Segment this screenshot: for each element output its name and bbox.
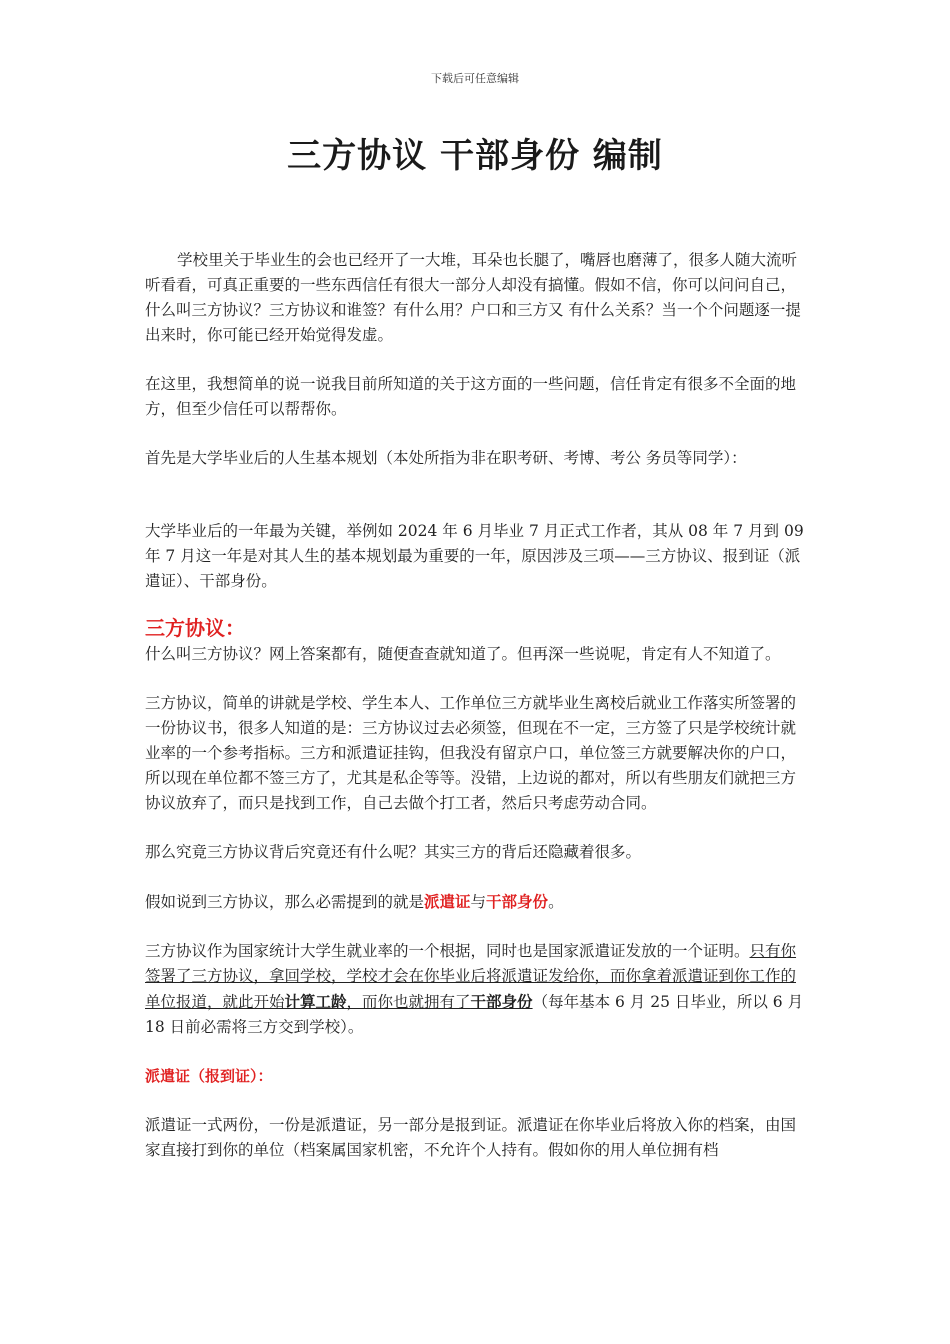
section1-paragraph-5 (145, 939, 810, 1040)
term-jisuangongling: 计算工龄 (284, 992, 347, 1011)
term-ganbushenfen: 干部身份 (486, 892, 549, 911)
paragraph-4: 大学毕业后的一年最为关键，举例如 2024 年 6 月毕业 7 月正式工作者，其从 08 年 7 月到 09 年 7 月这一年是对其人生的基本规划最为重要的一年，原因涉及三项——三方协议、报到证（派遣证）、干部身份。 (145, 522, 804, 590)
section-heading-paiqianzheng: 派遣证（报到证）： (145, 1067, 273, 1085)
paragraph-3: 首先是大学毕业后的人生基本规划（本处所指为非在职考研、考博、考公 务员等同学）： (145, 449, 747, 467)
section1-paragraph-4 (145, 889, 810, 915)
paragraph-2: 在这里，我想简单的说一说我目前所知道的关于这方面的一些问题，信任肯定有很多不全面的地方，但至少信任可以帮帮你。 (145, 375, 797, 418)
section1-paragraph-1: 什么叫三方协议？网上答案都有，随便查查就知道了。但再深一些说呢，肯定有人不知道了。 (145, 645, 781, 663)
document-title: 三方协议 干部身份 编制 (287, 136, 663, 176)
p4-pre: 假如说到三方协议，那么必需提到的就是 (145, 893, 425, 911)
document-body (145, 248, 810, 1187)
section1-paragraph-3: 那么究竟三方协议背后究竟还有什么呢？其实三方的背后还隐藏着很多。 (145, 843, 642, 861)
p4-post: 。 (548, 893, 564, 911)
p4-mid: 与 (470, 893, 487, 911)
p5-underlined-a: 只有你签署了三方协议，拿回学校，学校才会在你毕业后将派遣证发给你，而你拿着派遣证到你工作的单位报道，就此开始 (145, 942, 797, 1011)
section-heading-sanfang: 三方协议： (145, 616, 245, 640)
intro-paragraph: 学校里关于毕业生的会也已经开了一大堆，耳朵也长腿了，嘴唇也磨薄了，很多人随大流听听看看，可真正重要的一些东西信任有很大一部分人却没有搞懂。假如不信，你可以问问自己，什么叫三方协议？三方协议和谁签？有什么用？户口和三方又 有什么关系？当一个个问题逐一提出来时，你可能已经开始觉得发虚。 (145, 251, 801, 344)
p5-pre: 三方协议作为国家统计大学生就业率的一个根据，同时也是国家派遣证发放的一个证明。 (145, 942, 750, 960)
header-note: 下载后可任意编辑 (431, 72, 519, 85)
p5-post: （每年基本 6 月 25 日毕业，所以 6 月 18 日前必需将三方交到学校）。 (145, 993, 804, 1036)
term-paiqianzheng: 派遣证 (424, 892, 471, 911)
term-ganbushenfen-2: 干部身份 (470, 992, 533, 1011)
section1-paragraph-2: 三方协议，简单的讲就是学校、学生本人、工作单位三方就毕业生离校后就业工作落实所签署的一份协议书，很多人知道的是：三方协议过去必须签，但现在不一定，三方签了只是学校统计就业率的一个参考指标。三方和派遣证挂钩，但我没有留京户口，单位签三方就要解决你的户口，所以现在单位都不签三方了，尤其是私企等等。没错，上边说的都对，所以有些朋友们就把三方协议放弃了，而只是找到工作，自己去做个打工者，然后只考虑劳动合同。 (145, 694, 797, 812)
p5-underlined-b: ，而你也就拥有了 (346, 993, 471, 1011)
section2-paragraph-1: 派遣证一式两份，一份是派遣证，另一部分是报到证。派遣证在你毕业后将放入你的档案，由国家直接打到你的单位（档案属国家机密，不允许个人持有。假如你的用人单位拥有档 (145, 1116, 797, 1159)
